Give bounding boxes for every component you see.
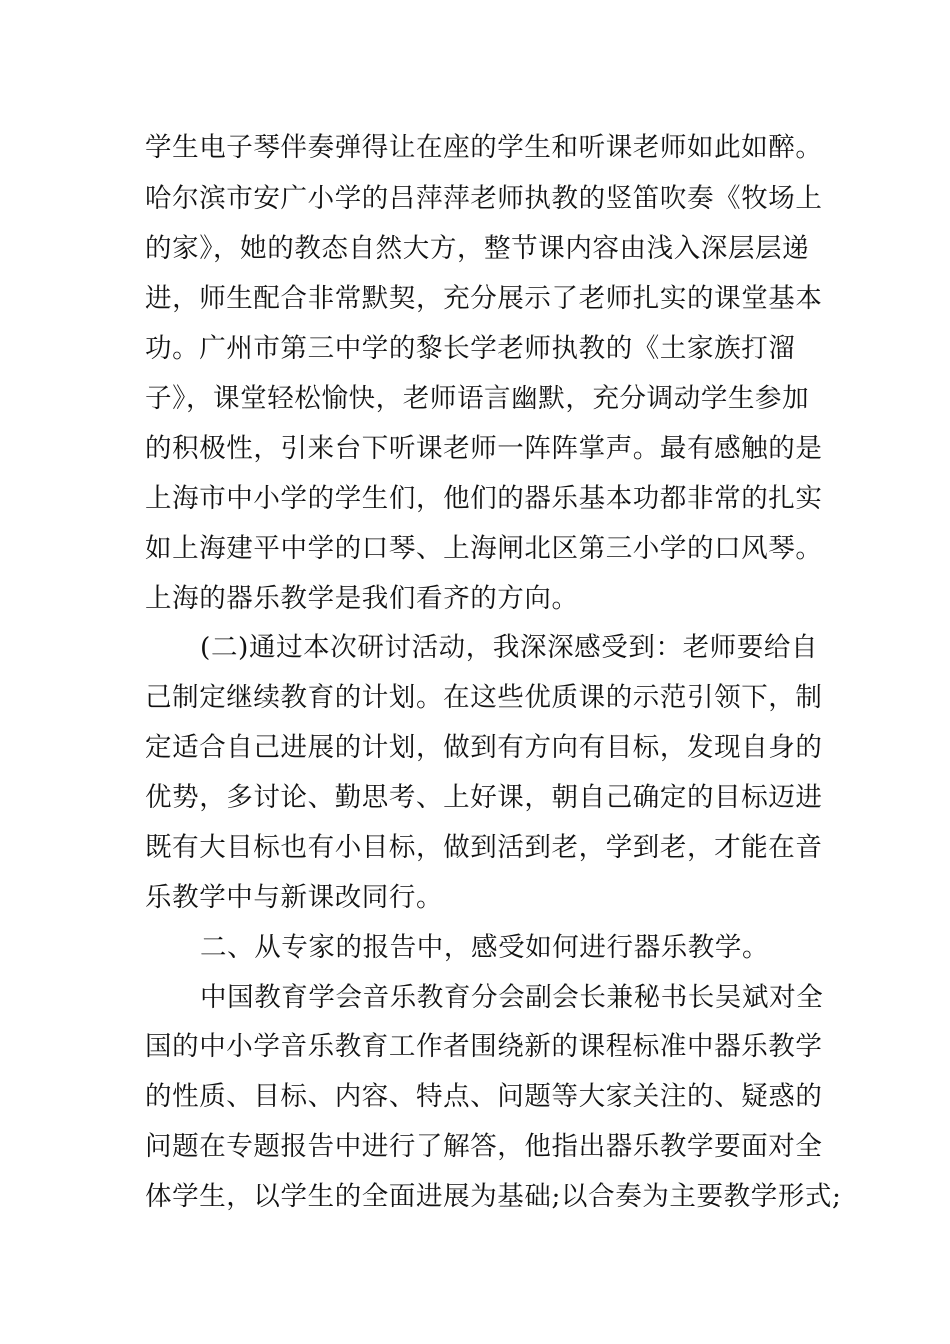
section-heading: 二、从专家的报告中，感受如何进行器乐教学。	[200, 932, 770, 963]
text-line: 乐教学中与新课改同行。	[145, 882, 444, 913]
paragraph-start-line: 中国教育学会音乐教育分会副会长兼秘书长吴斌对全	[200, 982, 824, 1013]
text-line: 问题在专题报告中进行了解答，他指出器乐教学要面对全	[145, 1131, 823, 1162]
text-line: 进，师生配合非常默契，充分展示了老师扎实的课堂基本	[145, 283, 823, 314]
text-line: 的性质、目标、内容、特点、问题等大家关注的、疑惑的	[145, 1081, 823, 1112]
text-line: 子》，课堂轻松愉快，老师语言幽默，充分调动学生参加	[145, 383, 810, 414]
paragraph-start-line: (二)通过本次研讨活动，我深深感受到：老师要给自	[200, 632, 819, 663]
text-line: 体学生，以学生的全面进展为基础;以合奏为主要教学形式;	[145, 1181, 842, 1212]
text-line: 定适合自己进展的计划，做到有方向有目标，发现自身的	[145, 732, 823, 763]
text-line: 的积极性，引来台下听课老师一阵阵掌声。最有感触的是	[145, 433, 823, 464]
text-line: 上海的器乐教学是我们看齐的方向。	[145, 583, 579, 614]
text-line: 功。广州市第三中学的黎长学老师执教的《土家族打溜	[145, 333, 796, 364]
text-line: 哈尔滨市安广小学的吕萍萍老师执教的竖笛吹奏《牧场上	[145, 183, 823, 214]
text-line: 己制定继续教育的计划。在这些优质课的示范引领下，制	[145, 682, 823, 713]
text-line: 国的中小学音乐教育工作者围绕新的课程标准中器乐教学	[145, 1031, 823, 1062]
text-line: 如上海建平中学的口琴、上海闸北区第三小学的口风琴。	[145, 533, 823, 564]
text-line: 既有大目标也有小目标，做到活到老，学到老，才能在音	[145, 832, 823, 863]
text-line: 优势，多讨论、勤思考、上好课，朝自己确定的目标迈进	[145, 782, 823, 813]
text-line: 学生电子琴伴奏弹得让在座的学生和听课老师如此如醉。	[145, 132, 823, 163]
text-line: 的家》，她的教态自然大方，整节课内容由浅入深层层递	[145, 233, 810, 264]
text-line: 上海市中小学的学生们，他们的器乐基本功都非常的扎实	[145, 483, 823, 514]
